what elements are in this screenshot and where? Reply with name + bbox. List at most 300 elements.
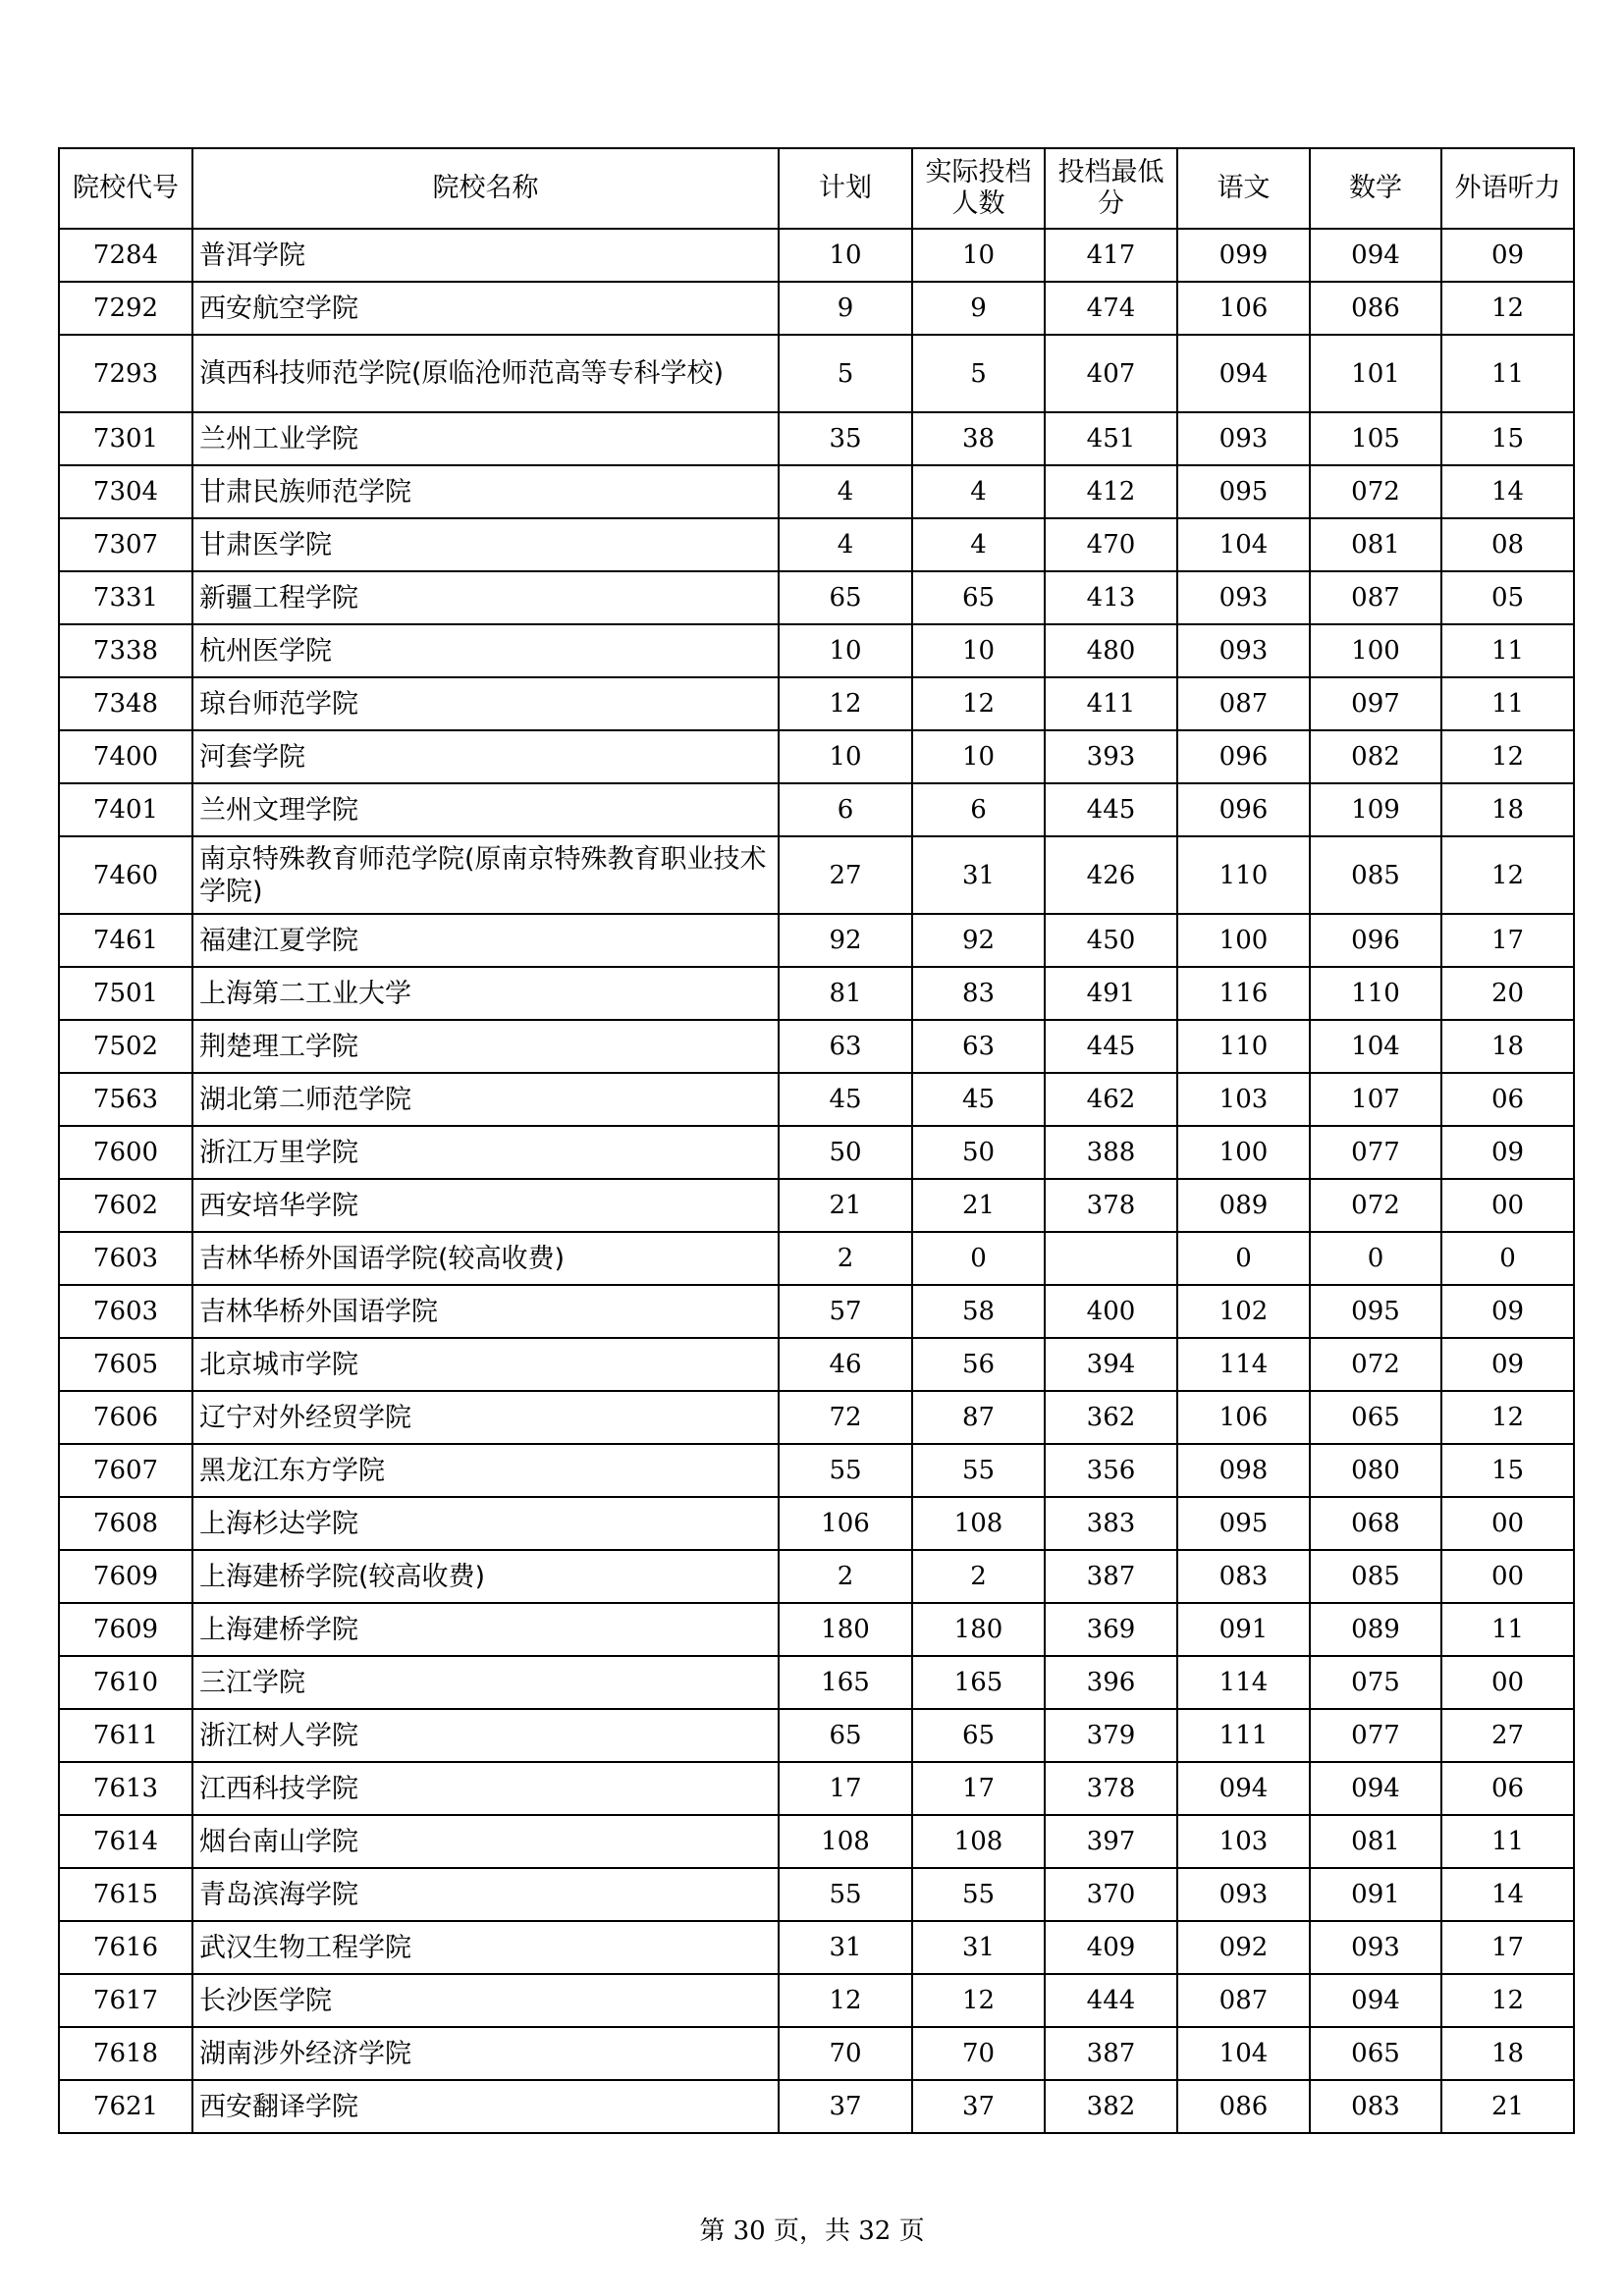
header-plan: 计划 [779, 148, 912, 229]
cell-listening: 12 [1441, 282, 1574, 335]
cell-math: 104 [1310, 1020, 1441, 1073]
cell-name: 三江学院 [192, 1656, 779, 1709]
cell-plan: 165 [779, 1656, 912, 1709]
cell-math: 0 [1310, 1232, 1441, 1285]
cell-math: 094 [1310, 229, 1441, 282]
table-row [59, 1974, 1574, 2027]
cell-math: 080 [1310, 1444, 1441, 1497]
cell-actual: 65 [912, 1709, 1045, 1762]
cell-plan: 65 [779, 1709, 912, 1762]
cell-name: 吉林华桥外国语学院 [192, 1285, 779, 1338]
cell-code: 7605 [59, 1338, 192, 1391]
cell-chinese: 111 [1177, 1709, 1310, 1762]
admission-score-table [58, 147, 1575, 2134]
cell-listening: 18 [1441, 783, 1574, 836]
cell-min-score: 480 [1045, 624, 1177, 677]
cell-listening: 12 [1441, 1391, 1574, 1444]
cell-min-score [1045, 1232, 1177, 1285]
cell-plan: 35 [779, 412, 912, 465]
cell-math: 065 [1310, 2027, 1441, 2080]
cell-listening: 06 [1441, 1762, 1574, 1815]
cell-name: 北京城市学院 [192, 1338, 779, 1391]
cell-chinese: 110 [1177, 836, 1310, 914]
cell-code: 7614 [59, 1815, 192, 1868]
cell-code: 7621 [59, 2080, 192, 2133]
cell-code: 7460 [59, 836, 192, 914]
table-row [59, 1603, 1574, 1656]
cell-code: 7348 [59, 677, 192, 730]
table-row [59, 1126, 1574, 1179]
table-row [59, 2080, 1574, 2133]
header-name: 院校名称 [192, 148, 779, 229]
cell-math: 082 [1310, 730, 1441, 783]
cell-code: 7616 [59, 1921, 192, 1974]
cell-name: 湖南涉外经济学院 [192, 2027, 779, 2080]
cell-min-score: 413 [1045, 571, 1177, 624]
cell-listening: 14 [1441, 465, 1574, 518]
cell-listening: 15 [1441, 412, 1574, 465]
cell-actual: 63 [912, 1020, 1045, 1073]
cell-chinese: 103 [1177, 1815, 1310, 1868]
cell-math: 089 [1310, 1603, 1441, 1656]
cell-chinese: 083 [1177, 1550, 1310, 1603]
cell-code: 7603 [59, 1232, 192, 1285]
cell-listening: 09 [1441, 1338, 1574, 1391]
cell-actual: 50 [912, 1126, 1045, 1179]
cell-code: 7607 [59, 1444, 192, 1497]
cell-listening: 27 [1441, 1709, 1574, 1762]
cell-listening: 00 [1441, 1497, 1574, 1550]
cell-name: 吉林华桥外国语学院(较高收费) [192, 1232, 779, 1285]
cell-name: 普洱学院 [192, 229, 779, 282]
cell-listening: 17 [1441, 1921, 1574, 1974]
cell-actual: 12 [912, 1974, 1045, 2027]
cell-listening: 11 [1441, 1603, 1574, 1656]
cell-plan: 10 [779, 730, 912, 783]
cell-actual: 21 [912, 1179, 1045, 1232]
cell-name: 南京特殊教育师范学院(原南京特殊教育职业技术学院) [192, 836, 779, 914]
cell-math: 072 [1310, 465, 1441, 518]
cell-chinese: 102 [1177, 1285, 1310, 1338]
cell-min-score: 451 [1045, 412, 1177, 465]
cell-name: 西安培华学院 [192, 1179, 779, 1232]
cell-plan: 4 [779, 518, 912, 571]
cell-listening: 11 [1441, 1815, 1574, 1868]
cell-code: 7600 [59, 1126, 192, 1179]
cell-chinese: 093 [1177, 624, 1310, 677]
header-actual: 实际投档人数 [912, 148, 1045, 229]
cell-listening: 11 [1441, 624, 1574, 677]
cell-chinese: 099 [1177, 229, 1310, 282]
cell-name: 黑龙江东方学院 [192, 1444, 779, 1497]
cell-min-score: 383 [1045, 1497, 1177, 1550]
cell-math: 077 [1310, 1709, 1441, 1762]
cell-plan: 17 [779, 1762, 912, 1815]
cell-chinese: 106 [1177, 282, 1310, 335]
cell-math: 072 [1310, 1338, 1441, 1391]
cell-actual: 37 [912, 2080, 1045, 2133]
cell-actual: 58 [912, 1285, 1045, 1338]
cell-math: 081 [1310, 1815, 1441, 1868]
cell-plan: 57 [779, 1285, 912, 1338]
cell-code: 7400 [59, 730, 192, 783]
cell-math: 109 [1310, 783, 1441, 836]
table-row [59, 571, 1574, 624]
cell-actual: 56 [912, 1338, 1045, 1391]
cell-code: 7292 [59, 282, 192, 335]
cell-min-score: 362 [1045, 1391, 1177, 1444]
cell-plan: 10 [779, 229, 912, 282]
cell-name: 烟台南山学院 [192, 1815, 779, 1868]
cell-code: 7284 [59, 229, 192, 282]
cell-min-score: 470 [1045, 518, 1177, 571]
table-row [59, 1550, 1574, 1603]
cell-chinese: 086 [1177, 2080, 1310, 2133]
cell-actual: 17 [912, 1762, 1045, 1815]
cell-actual: 108 [912, 1815, 1045, 1868]
cell-chinese: 100 [1177, 914, 1310, 967]
cell-code: 7501 [59, 967, 192, 1020]
cell-min-score: 426 [1045, 836, 1177, 914]
cell-math: 081 [1310, 518, 1441, 571]
cell-min-score: 409 [1045, 1921, 1177, 1974]
cell-actual: 0 [912, 1232, 1045, 1285]
cell-math: 086 [1310, 282, 1441, 335]
cell-name: 甘肃民族师范学院 [192, 465, 779, 518]
cell-plan: 12 [779, 1974, 912, 2027]
cell-actual: 92 [912, 914, 1045, 967]
cell-code: 7608 [59, 1497, 192, 1550]
cell-name: 兰州工业学院 [192, 412, 779, 465]
header-chinese: 语文 [1177, 148, 1310, 229]
cell-listening: 09 [1441, 1126, 1574, 1179]
cell-name: 杭州医学院 [192, 624, 779, 677]
cell-plan: 55 [779, 1444, 912, 1497]
cell-listening: 18 [1441, 2027, 1574, 2080]
cell-min-score: 382 [1045, 2080, 1177, 2133]
cell-math: 072 [1310, 1179, 1441, 1232]
cell-name: 湖北第二师范学院 [192, 1073, 779, 1126]
cell-plan: 12 [779, 677, 912, 730]
cell-plan: 5 [779, 335, 912, 412]
cell-listening: 00 [1441, 1656, 1574, 1709]
cell-actual: 9 [912, 282, 1045, 335]
cell-listening: 20 [1441, 967, 1574, 1020]
cell-min-score: 445 [1045, 783, 1177, 836]
cell-actual: 55 [912, 1868, 1045, 1921]
cell-math: 105 [1310, 412, 1441, 465]
cell-min-score: 396 [1045, 1656, 1177, 1709]
cell-chinese: 087 [1177, 677, 1310, 730]
cell-plan: 2 [779, 1232, 912, 1285]
cell-listening: 11 [1441, 677, 1574, 730]
table-row [59, 1709, 1574, 1762]
cell-min-score: 370 [1045, 1868, 1177, 1921]
cell-actual: 4 [912, 518, 1045, 571]
cell-plan: 81 [779, 967, 912, 1020]
cell-chinese: 093 [1177, 412, 1310, 465]
cell-math: 093 [1310, 1921, 1441, 1974]
cell-math: 094 [1310, 1974, 1441, 2027]
cell-listening: 11 [1441, 335, 1574, 412]
cell-code: 7603 [59, 1285, 192, 1338]
cell-listening: 18 [1441, 1020, 1574, 1073]
cell-chinese: 092 [1177, 1921, 1310, 1974]
cell-chinese: 110 [1177, 1020, 1310, 1073]
cell-listening: 12 [1441, 1974, 1574, 2027]
cell-code: 7610 [59, 1656, 192, 1709]
cell-name: 荆楚理工学院 [192, 1020, 779, 1073]
cell-min-score: 462 [1045, 1073, 1177, 1126]
cell-plan: 55 [779, 1868, 912, 1921]
cell-actual: 31 [912, 1921, 1045, 1974]
table-row [59, 2027, 1574, 2080]
cell-math: 085 [1310, 1550, 1441, 1603]
cell-code: 7401 [59, 783, 192, 836]
cell-plan: 108 [779, 1815, 912, 1868]
table-row [59, 229, 1574, 282]
cell-name: 福建江夏学院 [192, 914, 779, 967]
cell-actual: 10 [912, 730, 1045, 783]
cell-actual: 38 [912, 412, 1045, 465]
cell-listening: 00 [1441, 1179, 1574, 1232]
cell-actual: 165 [912, 1656, 1045, 1709]
cell-min-score: 491 [1045, 967, 1177, 1020]
table-row [59, 1815, 1574, 1868]
cell-chinese: 104 [1177, 2027, 1310, 2080]
cell-name: 滇西科技师范学院(原临沧师范高等专科学校) [192, 335, 779, 412]
cell-listening: 12 [1441, 836, 1574, 914]
cell-chinese: 094 [1177, 1762, 1310, 1815]
cell-listening: 12 [1441, 730, 1574, 783]
cell-name: 琼台师范学院 [192, 677, 779, 730]
cell-name: 长沙医学院 [192, 1974, 779, 2027]
cell-math: 087 [1310, 571, 1441, 624]
cell-code: 7613 [59, 1762, 192, 1815]
table-body [59, 229, 1574, 2133]
cell-name: 河套学院 [192, 730, 779, 783]
cell-actual: 45 [912, 1073, 1045, 1126]
cell-chinese: 087 [1177, 1974, 1310, 2027]
header-math: 数学 [1310, 148, 1441, 229]
cell-name: 兰州文理学院 [192, 783, 779, 836]
cell-math: 065 [1310, 1391, 1441, 1444]
cell-name: 西安航空学院 [192, 282, 779, 335]
cell-min-score: 412 [1045, 465, 1177, 518]
cell-chinese: 0 [1177, 1232, 1310, 1285]
table-row [59, 967, 1574, 1020]
table-row [59, 518, 1574, 571]
cell-name: 上海第二工业大学 [192, 967, 779, 1020]
cell-math: 083 [1310, 2080, 1441, 2133]
cell-min-score: 379 [1045, 1709, 1177, 1762]
cell-min-score: 393 [1045, 730, 1177, 783]
cell-math: 110 [1310, 967, 1441, 1020]
header-min-score: 投档最低分 [1045, 148, 1177, 229]
table-row [59, 1656, 1574, 1709]
cell-min-score: 378 [1045, 1179, 1177, 1232]
cell-actual: 70 [912, 2027, 1045, 2080]
cell-plan: 180 [779, 1603, 912, 1656]
header-row [59, 148, 1574, 229]
cell-listening: 09 [1441, 229, 1574, 282]
cell-plan: 31 [779, 1921, 912, 1974]
cell-listening: 08 [1441, 518, 1574, 571]
cell-min-score: 445 [1045, 1020, 1177, 1073]
cell-math: 091 [1310, 1868, 1441, 1921]
cell-plan: 70 [779, 2027, 912, 2080]
cell-code: 7301 [59, 412, 192, 465]
cell-math: 095 [1310, 1285, 1441, 1338]
cell-code: 7615 [59, 1868, 192, 1921]
cell-code: 7304 [59, 465, 192, 518]
cell-plan: 50 [779, 1126, 912, 1179]
cell-plan: 72 [779, 1391, 912, 1444]
cell-code: 7338 [59, 624, 192, 677]
table-row [59, 677, 1574, 730]
cell-min-score: 394 [1045, 1338, 1177, 1391]
cell-code: 7611 [59, 1709, 192, 1762]
table-row [59, 1497, 1574, 1550]
cell-name: 浙江万里学院 [192, 1126, 779, 1179]
cell-chinese: 098 [1177, 1444, 1310, 1497]
cell-code: 7606 [59, 1391, 192, 1444]
cell-actual: 10 [912, 229, 1045, 282]
cell-min-score: 387 [1045, 2027, 1177, 2080]
table-row [59, 465, 1574, 518]
cell-chinese: 104 [1177, 518, 1310, 571]
cell-name: 江西科技学院 [192, 1762, 779, 1815]
cell-name: 武汉生物工程学院 [192, 1921, 779, 1974]
cell-math: 107 [1310, 1073, 1441, 1126]
cell-code: 7609 [59, 1603, 192, 1656]
table-row [59, 412, 1574, 465]
cell-plan: 37 [779, 2080, 912, 2133]
cell-listening: 0 [1441, 1232, 1574, 1285]
table-row [59, 1232, 1574, 1285]
table-row [59, 1285, 1574, 1338]
table-row [59, 1921, 1574, 1974]
cell-min-score: 450 [1045, 914, 1177, 967]
table-row [59, 1444, 1574, 1497]
cell-listening: 21 [1441, 2080, 1574, 2133]
header-code: 院校代号 [59, 148, 192, 229]
cell-listening: 17 [1441, 914, 1574, 967]
table-row [59, 836, 1574, 914]
cell-chinese: 094 [1177, 335, 1310, 412]
cell-code: 7293 [59, 335, 192, 412]
cell-chinese: 114 [1177, 1338, 1310, 1391]
table-row [59, 1762, 1574, 1815]
cell-actual: 83 [912, 967, 1045, 1020]
cell-actual: 31 [912, 836, 1045, 914]
cell-chinese: 093 [1177, 1868, 1310, 1921]
cell-min-score: 397 [1045, 1815, 1177, 1868]
cell-listening: 15 [1441, 1444, 1574, 1497]
cell-listening: 14 [1441, 1868, 1574, 1921]
cell-plan: 106 [779, 1497, 912, 1550]
cell-code: 7331 [59, 571, 192, 624]
cell-chinese: 096 [1177, 783, 1310, 836]
cell-math: 096 [1310, 914, 1441, 967]
cell-chinese: 114 [1177, 1656, 1310, 1709]
cell-name: 浙江树人学院 [192, 1709, 779, 1762]
cell-min-score: 444 [1045, 1974, 1177, 2027]
cell-chinese: 095 [1177, 465, 1310, 518]
cell-min-score: 417 [1045, 229, 1177, 282]
cell-min-score: 474 [1045, 282, 1177, 335]
cell-code: 7307 [59, 518, 192, 571]
cell-actual: 10 [912, 624, 1045, 677]
table-row [59, 1868, 1574, 1921]
cell-math: 075 [1310, 1656, 1441, 1709]
cell-min-score: 378 [1045, 1762, 1177, 1815]
cell-actual: 55 [912, 1444, 1045, 1497]
table-row [59, 1020, 1574, 1073]
cell-min-score: 407 [1045, 335, 1177, 412]
cell-code: 7563 [59, 1073, 192, 1126]
cell-plan: 10 [779, 624, 912, 677]
cell-actual: 87 [912, 1391, 1045, 1444]
cell-name: 上海建桥学院 [192, 1603, 779, 1656]
table-row [59, 624, 1574, 677]
cell-chinese: 116 [1177, 967, 1310, 1020]
cell-plan: 6 [779, 783, 912, 836]
cell-math: 094 [1310, 1762, 1441, 1815]
cell-name: 上海建桥学院(较高收费) [192, 1550, 779, 1603]
cell-code: 7617 [59, 1974, 192, 2027]
cell-chinese: 096 [1177, 730, 1310, 783]
cell-listening: 09 [1441, 1285, 1574, 1338]
cell-min-score: 369 [1045, 1603, 1177, 1656]
cell-plan: 2 [779, 1550, 912, 1603]
header-listening: 外语听力 [1441, 148, 1574, 229]
cell-math: 077 [1310, 1126, 1441, 1179]
cell-math: 100 [1310, 624, 1441, 677]
cell-min-score: 400 [1045, 1285, 1177, 1338]
cell-name: 甘肃医学院 [192, 518, 779, 571]
cell-chinese: 106 [1177, 1391, 1310, 1444]
cell-name: 青岛滨海学院 [192, 1868, 779, 1921]
table-row [59, 730, 1574, 783]
cell-listening: 05 [1441, 571, 1574, 624]
cell-min-score: 356 [1045, 1444, 1177, 1497]
cell-plan: 21 [779, 1179, 912, 1232]
cell-actual: 108 [912, 1497, 1045, 1550]
cell-plan: 65 [779, 571, 912, 624]
table-row [59, 1179, 1574, 1232]
cell-name: 上海杉达学院 [192, 1497, 779, 1550]
cell-plan: 45 [779, 1073, 912, 1126]
table-row [59, 914, 1574, 967]
cell-plan: 63 [779, 1020, 912, 1073]
cell-actual: 6 [912, 783, 1045, 836]
cell-chinese: 103 [1177, 1073, 1310, 1126]
cell-code: 7618 [59, 2027, 192, 2080]
table-row [59, 335, 1574, 412]
cell-actual: 4 [912, 465, 1045, 518]
cell-plan: 46 [779, 1338, 912, 1391]
cell-min-score: 411 [1045, 677, 1177, 730]
page-footer: 第 30 页，共 32 页 [699, 2216, 925, 2246]
cell-code: 7461 [59, 914, 192, 967]
cell-chinese: 095 [1177, 1497, 1310, 1550]
cell-actual: 2 [912, 1550, 1045, 1603]
cell-code: 7602 [59, 1179, 192, 1232]
cell-actual: 180 [912, 1603, 1045, 1656]
cell-math: 101 [1310, 335, 1441, 412]
cell-name: 西安翻译学院 [192, 2080, 779, 2133]
